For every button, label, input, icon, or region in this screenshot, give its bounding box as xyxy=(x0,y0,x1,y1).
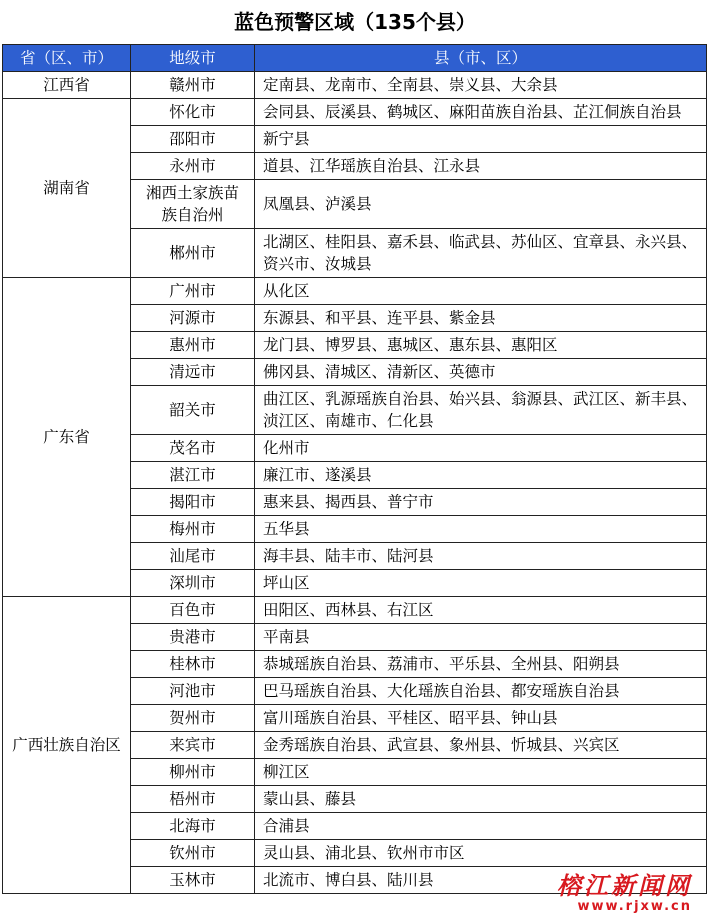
city-cell: 怀化市 xyxy=(131,99,255,126)
city-cell: 深圳市 xyxy=(131,570,255,597)
county-cell: 恭城瑶族自治县、荔浦市、平乐县、全州县、阳朔县 xyxy=(255,651,707,678)
city-cell: 梧州市 xyxy=(131,786,255,813)
province-cell: 江西省 xyxy=(3,72,131,99)
county-cell: 道县、江华瑶族自治县、江永县 xyxy=(255,153,707,180)
header-province: 省（区、市） xyxy=(3,45,131,72)
warning-table xyxy=(2,44,707,894)
city-cell: 来宾市 xyxy=(131,732,255,759)
county-cell: 化州市 xyxy=(255,435,707,462)
city-cell: 北海市 xyxy=(131,813,255,840)
city-cell: 梅州市 xyxy=(131,516,255,543)
county-cell: 蒙山县、藤县 xyxy=(255,786,707,813)
watermark-url: www.rjxw.cn xyxy=(577,899,692,914)
county-cell: 田阳区、西林县、右江区 xyxy=(255,597,707,624)
table-body xyxy=(3,72,707,894)
county-cell: 灵山县、浦北县、钦州市市区 xyxy=(255,840,707,867)
city-cell: 贺州市 xyxy=(131,705,255,732)
city-cell: 揭阳市 xyxy=(131,489,255,516)
city-cell: 茂名市 xyxy=(131,435,255,462)
city-cell: 韶关市 xyxy=(131,386,255,435)
watermark-brand: 榕江新闻网 xyxy=(557,872,692,900)
table-row xyxy=(3,99,707,126)
county-cell: 金秀瑶族自治县、武宣县、象州县、忻城县、兴宾区 xyxy=(255,732,707,759)
table-row xyxy=(3,72,707,99)
county-cell: 富川瑶族自治县、平桂区、昭平县、钟山县 xyxy=(255,705,707,732)
county-cell: 五华县 xyxy=(255,516,707,543)
county-cell: 北流市、博白县、陆川县 xyxy=(255,867,707,894)
county-cell: 坪山区 xyxy=(255,570,707,597)
county-cell: 新宁县 xyxy=(255,126,707,153)
county-cell: 巴马瑶族自治县、大化瑶族自治县、都安瑶族自治县 xyxy=(255,678,707,705)
province-cell: 湖南省 xyxy=(3,99,131,278)
city-cell: 广州市 xyxy=(131,278,255,305)
county-cell: 龙门县、博罗县、惠城区、惠东县、惠阳区 xyxy=(255,332,707,359)
city-cell: 百色市 xyxy=(131,597,255,624)
county-cell: 合浦县 xyxy=(255,813,707,840)
county-cell: 海丰县、陆丰市、陆河县 xyxy=(255,543,707,570)
county-cell: 平南县 xyxy=(255,624,707,651)
city-cell: 柳州市 xyxy=(131,759,255,786)
table-header-row xyxy=(3,45,707,72)
city-cell: 惠州市 xyxy=(131,332,255,359)
city-cell: 河源市 xyxy=(131,305,255,332)
header-city: 地级市 xyxy=(131,45,255,72)
city-cell: 永州市 xyxy=(131,153,255,180)
county-cell: 佛冈县、清城区、清新区、英德市 xyxy=(255,359,707,386)
city-cell: 湛江市 xyxy=(131,462,255,489)
city-cell: 钦州市 xyxy=(131,840,255,867)
county-cell: 北湖区、桂阳县、嘉禾县、临武县、苏仙区、宜章县、永兴县、资兴市、汝城县 xyxy=(255,229,707,278)
city-cell: 邵阳市 xyxy=(131,126,255,153)
province-cell: 广东省 xyxy=(3,278,131,597)
city-cell: 清远市 xyxy=(131,359,255,386)
city-cell: 湘西土家族苗族自治州 xyxy=(131,180,255,229)
city-cell: 汕尾市 xyxy=(131,543,255,570)
city-cell: 郴州市 xyxy=(131,229,255,278)
city-cell: 赣州市 xyxy=(131,72,255,99)
county-cell: 从化区 xyxy=(255,278,707,305)
county-cell: 定南县、龙南市、全南县、崇义县、大余县 xyxy=(255,72,707,99)
province-cell: 广西壮族自治区 xyxy=(3,597,131,894)
page-title: 蓝色预警区域（135个县） xyxy=(234,10,476,34)
city-cell: 桂林市 xyxy=(131,651,255,678)
county-cell: 凤凰县、泸溪县 xyxy=(255,180,707,229)
county-cell: 会同县、辰溪县、鹤城区、麻阳苗族自治县、芷江侗族自治县 xyxy=(255,99,707,126)
table-row xyxy=(3,597,707,624)
county-cell: 惠来县、揭西县、普宁市 xyxy=(255,489,707,516)
county-cell: 廉江市、遂溪县 xyxy=(255,462,707,489)
county-cell: 柳江区 xyxy=(255,759,707,786)
county-cell: 东源县、和平县、连平县、紫金县 xyxy=(255,305,707,332)
city-cell: 贵港市 xyxy=(131,624,255,651)
header-county: 县（市、区） xyxy=(255,45,707,72)
city-cell: 河池市 xyxy=(131,678,255,705)
table-row xyxy=(3,278,707,305)
county-cell: 曲江区、乳源瑶族自治县、始兴县、翁源县、武江区、新丰县、浈江区、南雄市、仁化县 xyxy=(255,386,707,435)
city-cell: 玉林市 xyxy=(131,867,255,894)
